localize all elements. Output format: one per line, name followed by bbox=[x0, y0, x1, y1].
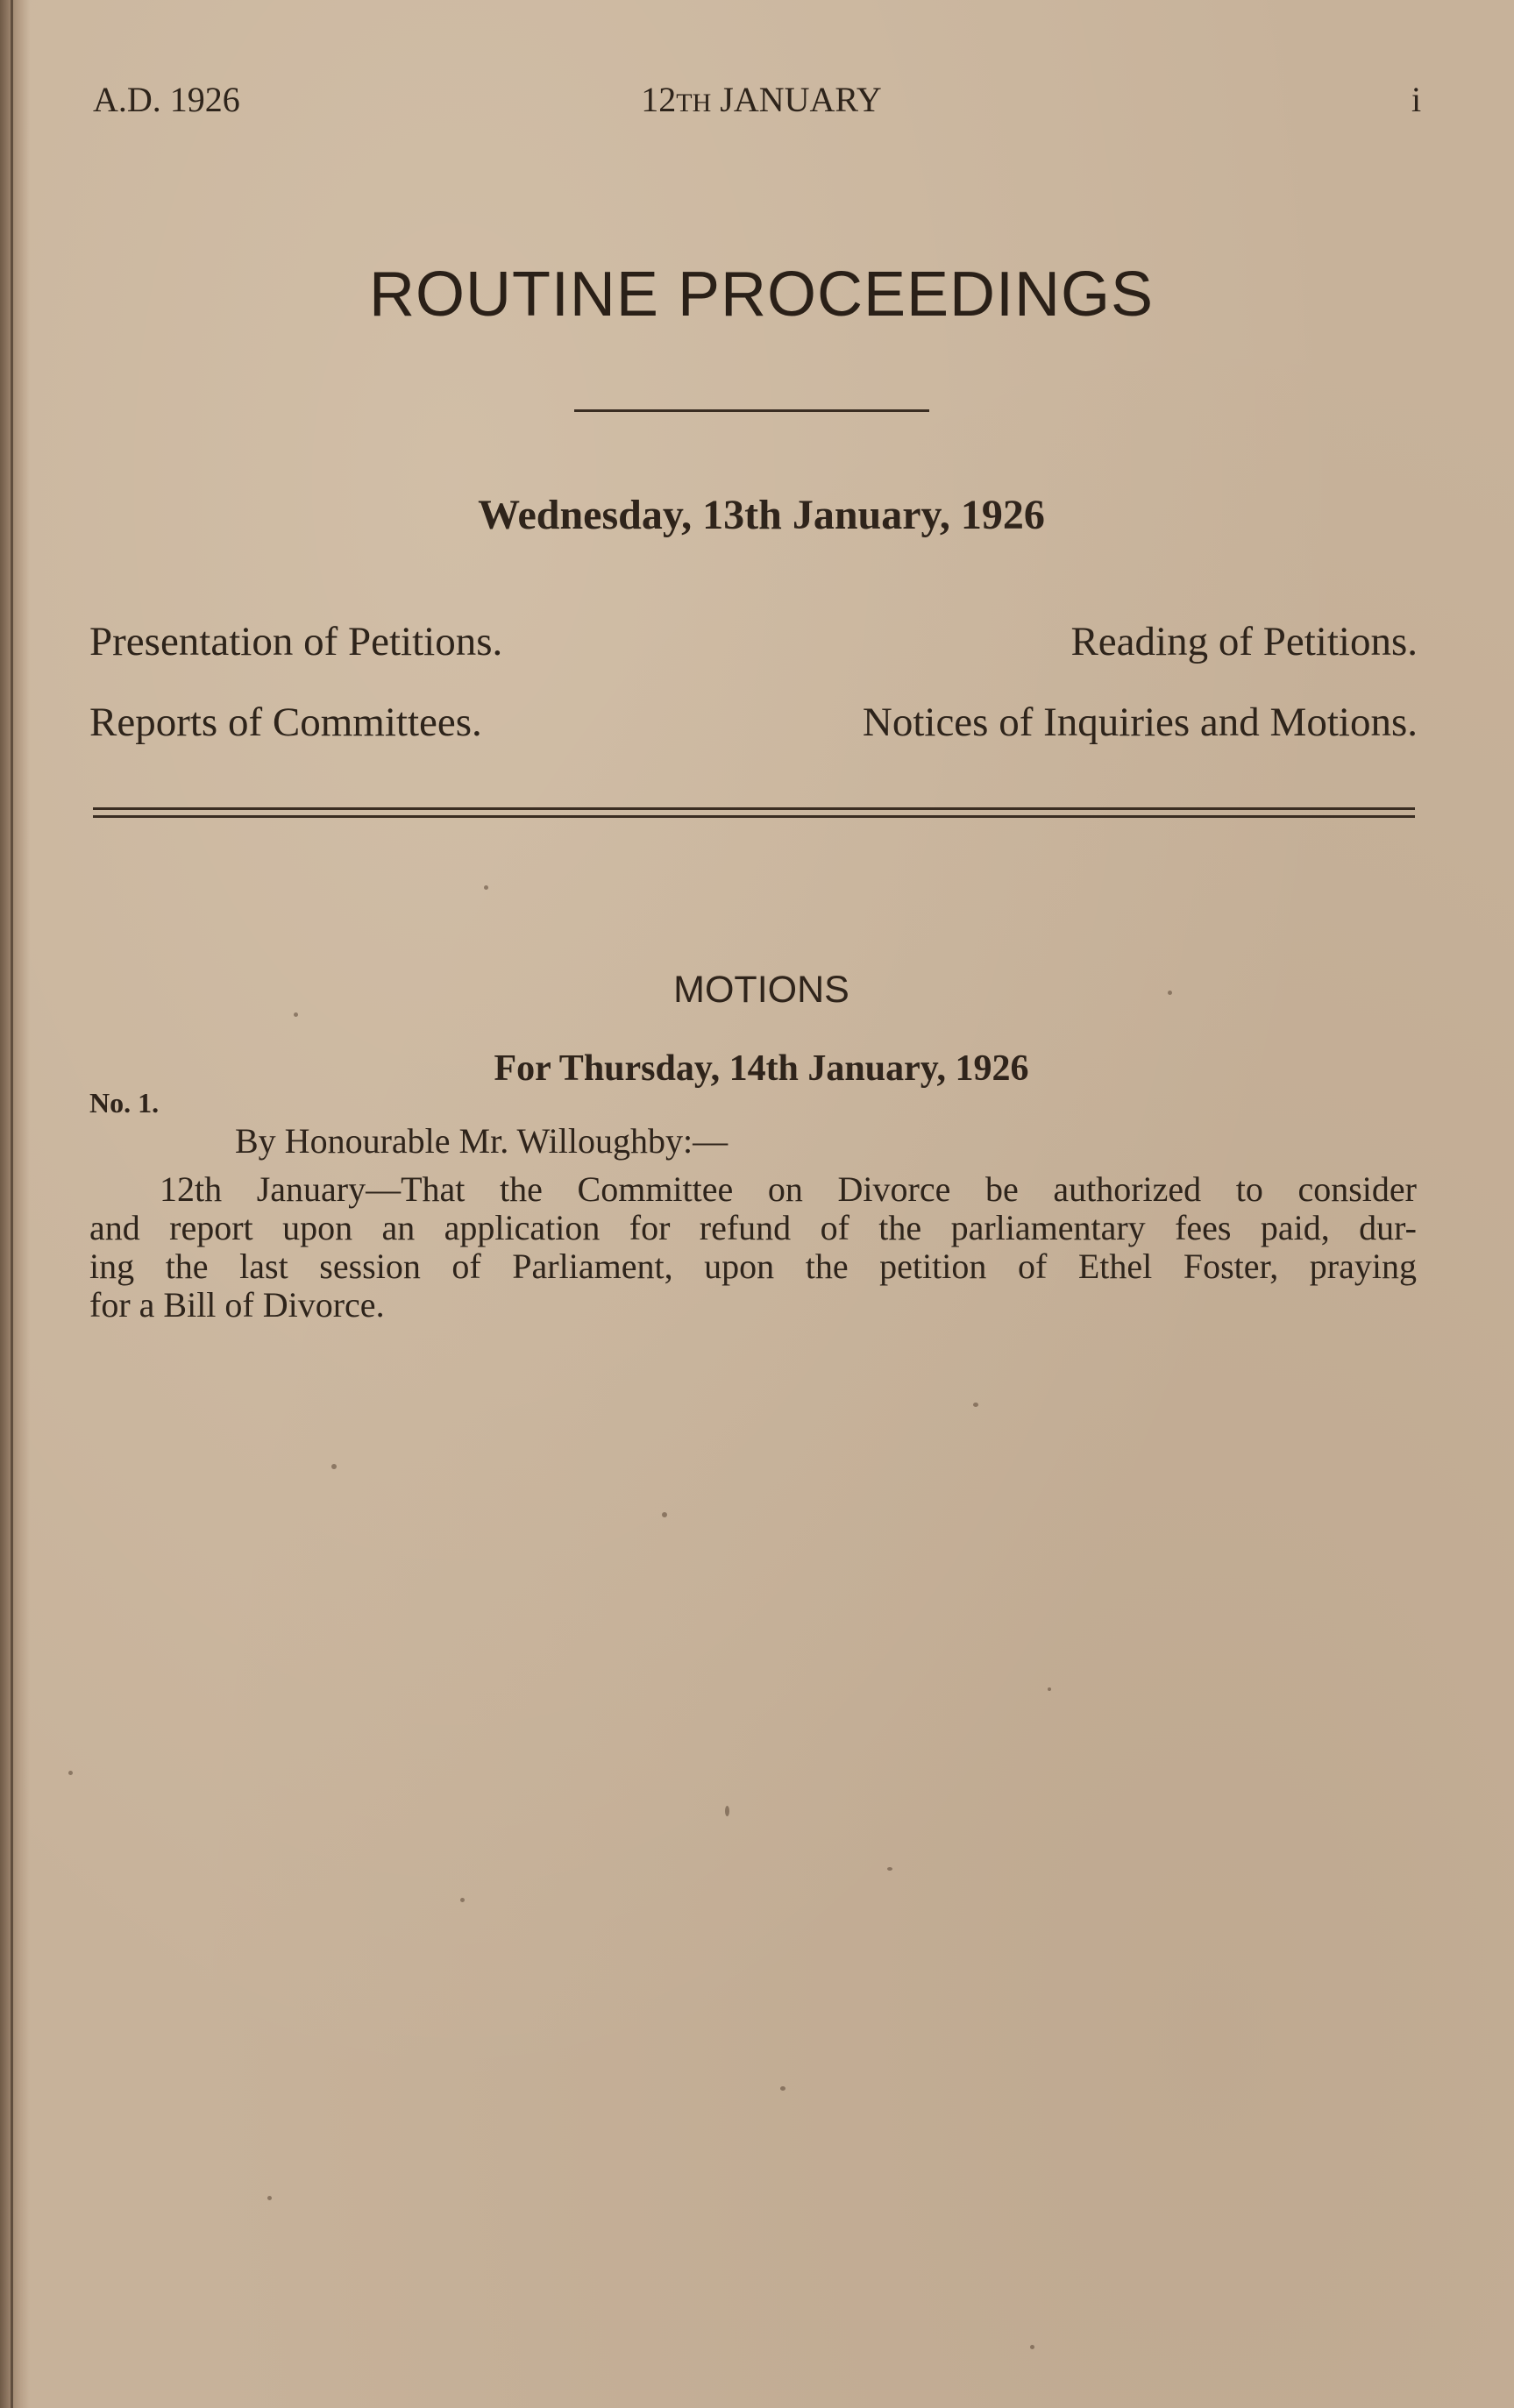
routine-item-reports-of-committees: Reports of Committees. bbox=[89, 700, 482, 745]
routine-item-presentation-of-petitions: Presentation of Petitions. bbox=[89, 619, 503, 664]
motion-mover: By Honourable Mr. Willoughby:— bbox=[235, 1121, 729, 1161]
header-date bbox=[0, 79, 1514, 120]
paper-speck bbox=[294, 1012, 298, 1017]
paper-speck bbox=[1168, 991, 1172, 995]
motion-line: for a Bill of Divorce. bbox=[89, 1285, 385, 1325]
header-year: A.D. 1926 bbox=[93, 80, 240, 119]
paper-speck bbox=[780, 2086, 785, 2091]
paper-speck bbox=[725, 1806, 729, 1816]
motion-text bbox=[89, 1170, 1417, 1325]
header-date-text: 12TH JANUARY bbox=[641, 80, 882, 119]
section-rule-bottom bbox=[93, 815, 1415, 818]
paper-speck bbox=[68, 1771, 73, 1775]
motions-heading: MOTIONS bbox=[673, 969, 849, 1011]
motion-line: ing the last session of Parliament, upon the petition of Ethel Foster, praying bbox=[89, 1247, 1417, 1286]
paper-speck bbox=[331, 1464, 337, 1469]
paper-speck bbox=[973, 1403, 978, 1407]
routine-item-notices-of-inquiries: Notices of Inquiries and Motions. bbox=[862, 700, 1418, 745]
paper-speck bbox=[1048, 1687, 1051, 1691]
paper-speck bbox=[484, 885, 488, 890]
motions-for-date: For Thursday, 14th January, 1926 bbox=[494, 1048, 1029, 1089]
sitting-date: Wednesday, 13th January, 1926 bbox=[478, 492, 1045, 538]
page-title: ROUTINE PROCEEDINGS bbox=[368, 259, 1155, 330]
motion-line: 12th January—That the Committee on Divorce be authorized to consider bbox=[160, 1169, 1417, 1209]
motion-number: No. 1. bbox=[89, 1087, 160, 1119]
binding-line bbox=[11, 0, 13, 2408]
paper-speck bbox=[887, 1867, 892, 1871]
paper-speck bbox=[267, 2196, 272, 2200]
paper-speck bbox=[662, 1512, 667, 1517]
title-rule bbox=[574, 409, 929, 412]
routine-item-reading-of-petitions: Reading of Petitions. bbox=[1070, 619, 1418, 664]
paper-speck bbox=[460, 1898, 465, 1902]
section-rule-top bbox=[93, 807, 1415, 810]
header-page-number: i bbox=[1411, 80, 1422, 119]
page-binding-edge bbox=[0, 0, 30, 2408]
paper-speck bbox=[1030, 2345, 1034, 2349]
motion-line: and report upon an application for refund of the parliamentary fees paid, dur- bbox=[89, 1208, 1417, 1247]
